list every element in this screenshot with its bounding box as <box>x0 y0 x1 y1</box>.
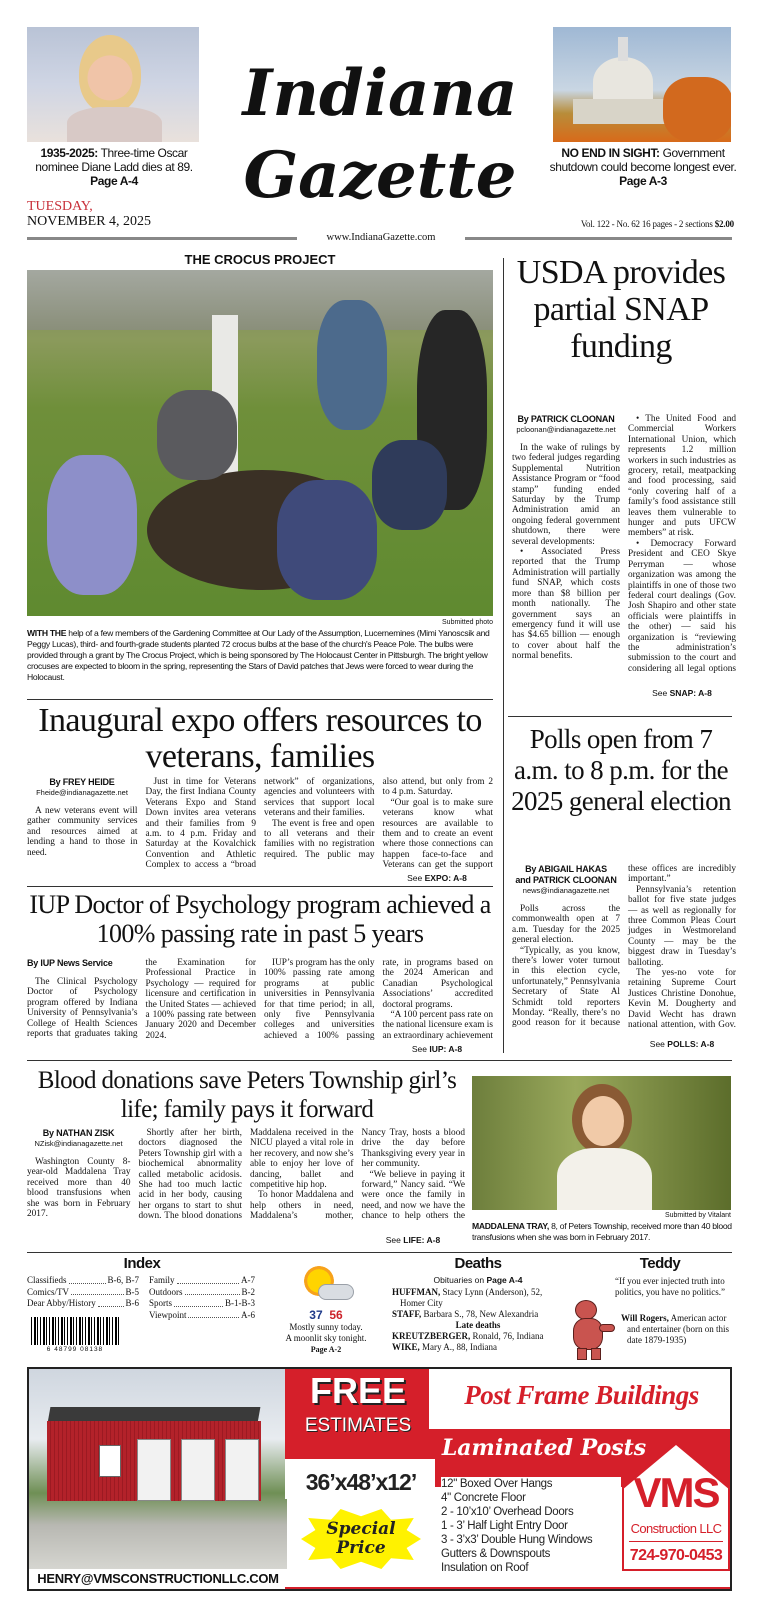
rule <box>508 716 732 717</box>
late-deaths-label: Late deaths <box>455 1320 501 1330</box>
teddy-title: Teddy <box>639 1255 681 1272</box>
barn-photo <box>29 1369 287 1569</box>
byline-email[interactable]: pcloonan@indianagazette.net <box>516 425 616 434</box>
polls-headline[interactable]: Polls open from 7 a.m. to 8 p.m. for the 2025 general election <box>511 724 731 816</box>
teaser-kicker: 1935-2025: <box>40 146 98 160</box>
paragraph: The yes-no vote for retaining Supreme Court Justices Christine Donohue, Kevin M. Dougherty and David Wecht has drawn national attention, with Gov. <box>628 968 736 1031</box>
index-name: Classifieds <box>27 1275 67 1285</box>
article-body <box>27 777 493 871</box>
death-entry <box>392 1331 564 1342</box>
teaser-text: Government shutdown could become longest ever. <box>549 146 737 174</box>
vms-company: Construction LLC <box>630 1521 722 1536</box>
paragraph: In the wake of rulings by two federal judges regarding Supplemental Nutrition Assistance Program or “food stamp” funding ended Saturday by the Trump Administration amid an ongoing federal government shutdown, there were several developments: <box>512 443 620 547</box>
snap-headline[interactable]: USDA provides partial SNAP funding <box>516 254 726 365</box>
obits-link[interactable] <box>392 1275 564 1286</box>
byline-email[interactable]: NZisk@indianagazette.net <box>34 1139 123 1148</box>
paragraph: “Our goal is to make sure veterans know what resources are available to them and to create an event where those connections can happen face-to-face and Veterans can get the support <box>382 797 493 871</box>
byline-email[interactable]: Fheide@indianagazette.net <box>36 788 128 797</box>
rule <box>27 1060 732 1061</box>
index-page: A-6 <box>241 1309 255 1320</box>
ad-size: 36’x48’x12’ <box>305 1469 417 1495</box>
see-prefix: See <box>649 1039 665 1049</box>
obits-label: Obituaries on <box>433 1275 485 1285</box>
ad-email[interactable]: HENRY@VMSCONSTRUCTIONLLC.COM <box>37 1571 279 1586</box>
index-item[interactable] <box>149 1275 255 1287</box>
paragraph: The event is free and open to all veterans and their families with no registration required. The public may also attend, but only from 2 to 4 p.m. Saturday. <box>264 777 493 860</box>
ad-feature: 12" Boxed Over Hangs <box>441 1478 553 1490</box>
teaser-page: Page A-3 <box>619 174 667 188</box>
barcode <box>31 1317 119 1345</box>
see-prefix: See <box>652 688 668 698</box>
teaser-right[interactable] <box>548 146 738 188</box>
blood-headline[interactable]: Blood donations save Peters Township girl’s life; family pays it forward <box>37 1067 457 1123</box>
byline-spacer <box>27 958 138 977</box>
barcode-number: 6 48799 08138 <box>46 1346 104 1353</box>
index-item[interactable] <box>149 1298 255 1310</box>
iup-headline[interactable]: IUP Doctor of Psychology program achieved a 100% passing rate in past 5 years <box>29 890 491 948</box>
index-name: Sports <box>149 1298 173 1308</box>
ad-feature: 3 - 3’x3’ Double Hung Windows <box>441 1534 593 1546</box>
weather-tonight: A moonlit sky tonight. <box>285 1333 367 1343</box>
maddalena-caption <box>472 1221 734 1243</box>
byline: By NATHAN ZISK <box>42 1128 115 1138</box>
paragraph: Washington County 8-year-old Maddalena Tray received more than 40 blood transfusions when she was born in February 2017. <box>27 1157 131 1220</box>
quote-author: Will Rogers, <box>621 1313 669 1323</box>
issue-day: TUESDAY, <box>27 199 93 214</box>
paragraph: The Clinical Psychology Doctor of Psychology program offered by Indiana University of Pennsylvania’s College of Health Sciences reports that graduates taking the Examination for Professional Practice in Psychology — required for licensure and certification in the United States — achieved a 100% passing rate between January 2020 and December 2024. <box>27 958 256 1041</box>
vms-advertisement[interactable] <box>27 1367 732 1591</box>
expo-headline[interactable]: Inaugural expo offers resources to veterans, families <box>38 702 482 775</box>
rule <box>27 886 493 887</box>
caption-text: help of a few members of the Gardening Committee at Our Lady of the Assumption, Lucernemines (Mimi Yanoscsik and Peggy Lucas), third- and fourth-grade students planted 72 crocus bulbs at the base of the church's Peace Pole. The bulbs were provided through a grant by The Crocus Project, which is being sponsored by The Holocaust Center in Pittsburgh. The bright yellow crocuses are expected to bloom in the spring, representing the Stars of David patches that Jews were forced to wear during the Holocaust. <box>27 628 490 682</box>
byline: By FREY HEIDE <box>49 777 115 787</box>
special-line1: Special <box>326 1519 396 1539</box>
see-target: EXPO: A-8 <box>424 873 467 883</box>
paragraph: “A 100 percent pass rate on the national licensure exam is an extraordinary achievement <box>382 1010 493 1041</box>
death-name: HUFFMAN, <box>392 1287 441 1297</box>
capitol-photo[interactable] <box>553 27 731 142</box>
weather-box[interactable] <box>268 1262 384 1355</box>
weather-low: 37 <box>309 1308 323 1322</box>
paragraph: Shortly after her birth, doctors diagnosed the Peters Township girl with a biochemical abnormality called metabolic acidosis. She had too much lactic acid in her body, causing her organs to start to shut down. The blood donations Maddalena received in the NICU played a vital role in her recovery, and now she’s able to enjoy her love of dancing, ballet and competitive hip hop. <box>138 1128 354 1222</box>
paragraph: • Democracy Forward President and CEO Skye Perryman — whose organization was among the plaintiffs in one of those two federal court dealings (Gov. Josh Shapiro and other state officials were plaintiffs in the other) — said his organization is “reviewing the administration’s submission to the court and considering all legal options <box>628 538 736 674</box>
volume-info <box>536 219 734 230</box>
crocus-label: THE CROCUS PROJECT <box>184 252 336 267</box>
death-detail: Ronald, 76, Indiana <box>472 1331 544 1341</box>
paragraph: “We believe in paying it forward,” Nancy said. “We were once the family in need, and now we have the chance to help others the <box>361 1169 465 1222</box>
death-detail: Stacy Lynn (Anderson), 52, Homer City <box>400 1287 543 1308</box>
death-entry <box>392 1309 564 1320</box>
index-item[interactable] <box>149 1310 255 1322</box>
ad-feature: Insulation on Roof <box>441 1562 529 1574</box>
website-link[interactable]: www.IndianaGazette.com <box>326 232 436 243</box>
ad-free: FREE <box>309 1370 406 1411</box>
weather-page[interactable]: Page A-2 <box>310 1345 342 1354</box>
index-item[interactable] <box>27 1298 139 1310</box>
teaser-kicker: NO END IN SIGHT: <box>561 146 660 160</box>
ad-features <box>441 1477 621 1575</box>
see-more-link[interactable] <box>361 1235 465 1245</box>
paragraph: • Associated Press reported that the Trump Administration will partially fund SNAP, which costs more than $8 billion per month nationally. The government says an emergency fund it will use has $4.65 billion — enough to cover about half the normal benefits. <box>512 547 620 662</box>
column-divider <box>503 258 504 1053</box>
death-name: WIKE, <box>392 1342 420 1352</box>
teddy-bear-icon <box>567 1300 617 1360</box>
byline: By ABIGAIL HAKAS <box>525 864 607 874</box>
paragraph: Just in time for Veterans Day, the first Indiana County Veterans Expo and Stand Down invites area veterans and their families from 9 a.m. to 4 p.m. Friday and Saturday at the Kovalchick Convention and Athletic Complex to access a “broad network” of organizations, agencies and volunteers with services that support local veterans and their families. <box>145 777 375 871</box>
see-prefix: See <box>411 1044 427 1054</box>
obits-page: Page A-4 <box>486 1275 523 1285</box>
death-entry <box>392 1287 564 1309</box>
paragraph: Polls across the commonwealth open at 7 a.m. Tuesday for the 2025 general election. <box>512 904 620 946</box>
see-more-link[interactable] <box>381 1044 493 1054</box>
diane-ladd-photo[interactable] <box>27 27 199 142</box>
see-more-link[interactable] <box>381 873 493 883</box>
index-name: Family <box>149 1275 175 1285</box>
see-more-link[interactable] <box>628 1039 736 1049</box>
photo-credit: Submitted by Vitalant <box>664 1212 731 1219</box>
see-target: SNAP: A-8 <box>669 688 712 698</box>
rule <box>27 699 493 700</box>
article-body <box>512 864 736 1036</box>
index-page: A-7 <box>241 1275 255 1285</box>
weather-today: Mostly sunny today. <box>289 1322 363 1332</box>
death-name: KREUTZBERGER, <box>392 1331 471 1341</box>
masthead-line2: Gazette <box>243 138 517 213</box>
index-item[interactable] <box>27 1287 139 1299</box>
caption-lead: WITH THE <box>27 628 67 638</box>
volume-number: Vol. 122 - No. 62 16 pages - 2 sections <box>580 219 713 229</box>
see-target: LIFE: A-8 <box>403 1235 441 1245</box>
ad-feature: 2 - 10’x10’ Overhead Doors <box>441 1506 574 1518</box>
caption-text: 8, of Peters Township, received more than 40 blood transfusions when she was born in February 2017. <box>472 1221 732 1242</box>
index-name: Outdoors <box>149 1286 183 1297</box>
crocus-photo[interactable] <box>27 270 493 616</box>
byline-email[interactable]: news@indianagazette.net <box>522 886 610 895</box>
caption-lead: MADDALENA TRAY, <box>472 1221 549 1231</box>
photo-credit: Submitted photo <box>442 619 493 626</box>
paragraph: To honor Maddalena and help others in need, Maddalena’s mother, Nancy Tray, hosts a blood drive the day before Thanksgiving every year in her community. <box>250 1128 465 1222</box>
byline-spacer <box>512 414 620 443</box>
vms-brand: VMS <box>633 1469 719 1516</box>
death-detail: Barbara S., 78, New Alexandria <box>423 1309 539 1319</box>
index-item[interactable] <box>27 1275 139 1287</box>
ad-subtitle: Laminated Posts <box>441 1435 647 1461</box>
rule <box>27 1252 732 1253</box>
byline-spacer <box>512 864 620 904</box>
paragraph: A new veterans event will gather community services and resources aimed at lending a hand to those in need. <box>27 806 138 858</box>
deaths-box <box>392 1255 564 1353</box>
teaser-text: Three-time Oscar nominee Diane Ladd dies at 89. <box>35 146 193 174</box>
index-page: B-2 <box>241 1286 255 1297</box>
masthead-rule-right <box>465 237 732 240</box>
index-page: B-6 <box>125 1298 139 1308</box>
paragraph: IUP’s program has the only 100% passing rate among programs at public universities in Pennsylvania for that time period; in all, only five Pennsylvania colleges and universities achieved a 100% passing rate, in programs based on the 2024 American and Canadian Psychological Associations’ accredited doctoral programs. <box>264 958 493 1041</box>
index-page: B-6, B-7 <box>107 1275 139 1285</box>
index-box <box>27 1255 257 1353</box>
byline: By PATRICK CLOONAN <box>517 414 615 424</box>
ad-estimates: ESTIMATES <box>304 1415 412 1436</box>
quote-author-detail: American actor and entertainer (born on this date 1879-1935) <box>627 1313 729 1345</box>
article-body <box>512 414 736 676</box>
teaser-page: Page A-4 <box>90 174 138 188</box>
index-page: B-5 <box>125 1286 139 1297</box>
see-target: IUP: A-8 <box>429 1044 463 1054</box>
ad-feature: 4" Concrete Floor <box>441 1492 526 1504</box>
byline: By IUP News Service <box>27 958 113 968</box>
index-name: Comics/TV <box>27 1286 69 1297</box>
paragraph: • The United Food and Commercial Workers International Union, which represents 1.2 million workers in such industries as grocery, retail, meatpacking and food processing, said “only covering half of a family’s food assistance still leaves them vulnerable to hunger and puts UFCW members” at risk. <box>628 414 736 539</box>
death-detail: Mary A., 88, Indiana <box>422 1342 497 1352</box>
partly-sunny-icon <box>296 1262 356 1306</box>
paragraph: Pennsylvania’s retention ballot for five state judges — as well as regionally for three Common Pleas Court judges in Westmoreland County — may be the biggest draw in Tuesday’s balloting. <box>628 884 736 968</box>
index-name: Dear Abby/History <box>27 1298 96 1308</box>
see-prefix: See <box>407 873 423 883</box>
death-name: STAFF, <box>392 1309 422 1319</box>
index-name: Viewpoint <box>149 1309 187 1320</box>
paragraph: “Typically, as you know, there’s lower voter turnout in this election cycle, unfortunately,” Pennsylvania Secretary of State Al Schmidt told reporters Monday. “Really, there’s no good reason for it because these offices are incredibly important.” <box>512 864 736 1029</box>
issue-date: NOVEMBER 4, 2025 <box>27 214 152 229</box>
see-target: POLLS: A-8 <box>667 1039 715 1049</box>
see-more-link[interactable] <box>628 688 736 698</box>
masthead-rule-left <box>27 237 297 240</box>
teddy-attribution <box>621 1313 735 1346</box>
special-line2: Price <box>336 1538 386 1558</box>
weather-high: 56 <box>329 1308 343 1322</box>
ad-feature: 1 - 3’ Half Light Entry Door <box>441 1520 568 1532</box>
index-page: B-1-B-3 <box>225 1298 255 1308</box>
teaser-left[interactable] <box>18 146 210 188</box>
price: $2.00 <box>714 219 734 229</box>
masthead-line1: Indiana <box>242 56 518 131</box>
special-price-text <box>301 1520 421 1558</box>
article-body <box>27 958 493 1042</box>
teddy-quote: “If you ever injected truth into politics, you have no politics.” <box>615 1276 725 1297</box>
teddy-box <box>565 1255 735 1345</box>
see-prefix: See <box>385 1235 401 1245</box>
crocus-caption <box>27 628 493 683</box>
maddalena-photo[interactable] <box>472 1076 731 1210</box>
article-body <box>27 1128 465 1232</box>
vms-phone[interactable]: 724-970-0453 <box>629 1547 723 1564</box>
death-entry <box>392 1342 564 1353</box>
ad-feature: Gutters & Downspouts <box>441 1548 551 1560</box>
index-title: Index <box>123 1255 161 1272</box>
byline-spacer <box>27 1128 131 1157</box>
ad-title: Post Frame Buildings <box>464 1380 699 1410</box>
index-item[interactable] <box>149 1287 255 1299</box>
byline-spacer <box>27 777 138 806</box>
byline: and PATRICK CLOONAN <box>515 875 617 885</box>
deaths-title: Deaths <box>454 1255 502 1272</box>
